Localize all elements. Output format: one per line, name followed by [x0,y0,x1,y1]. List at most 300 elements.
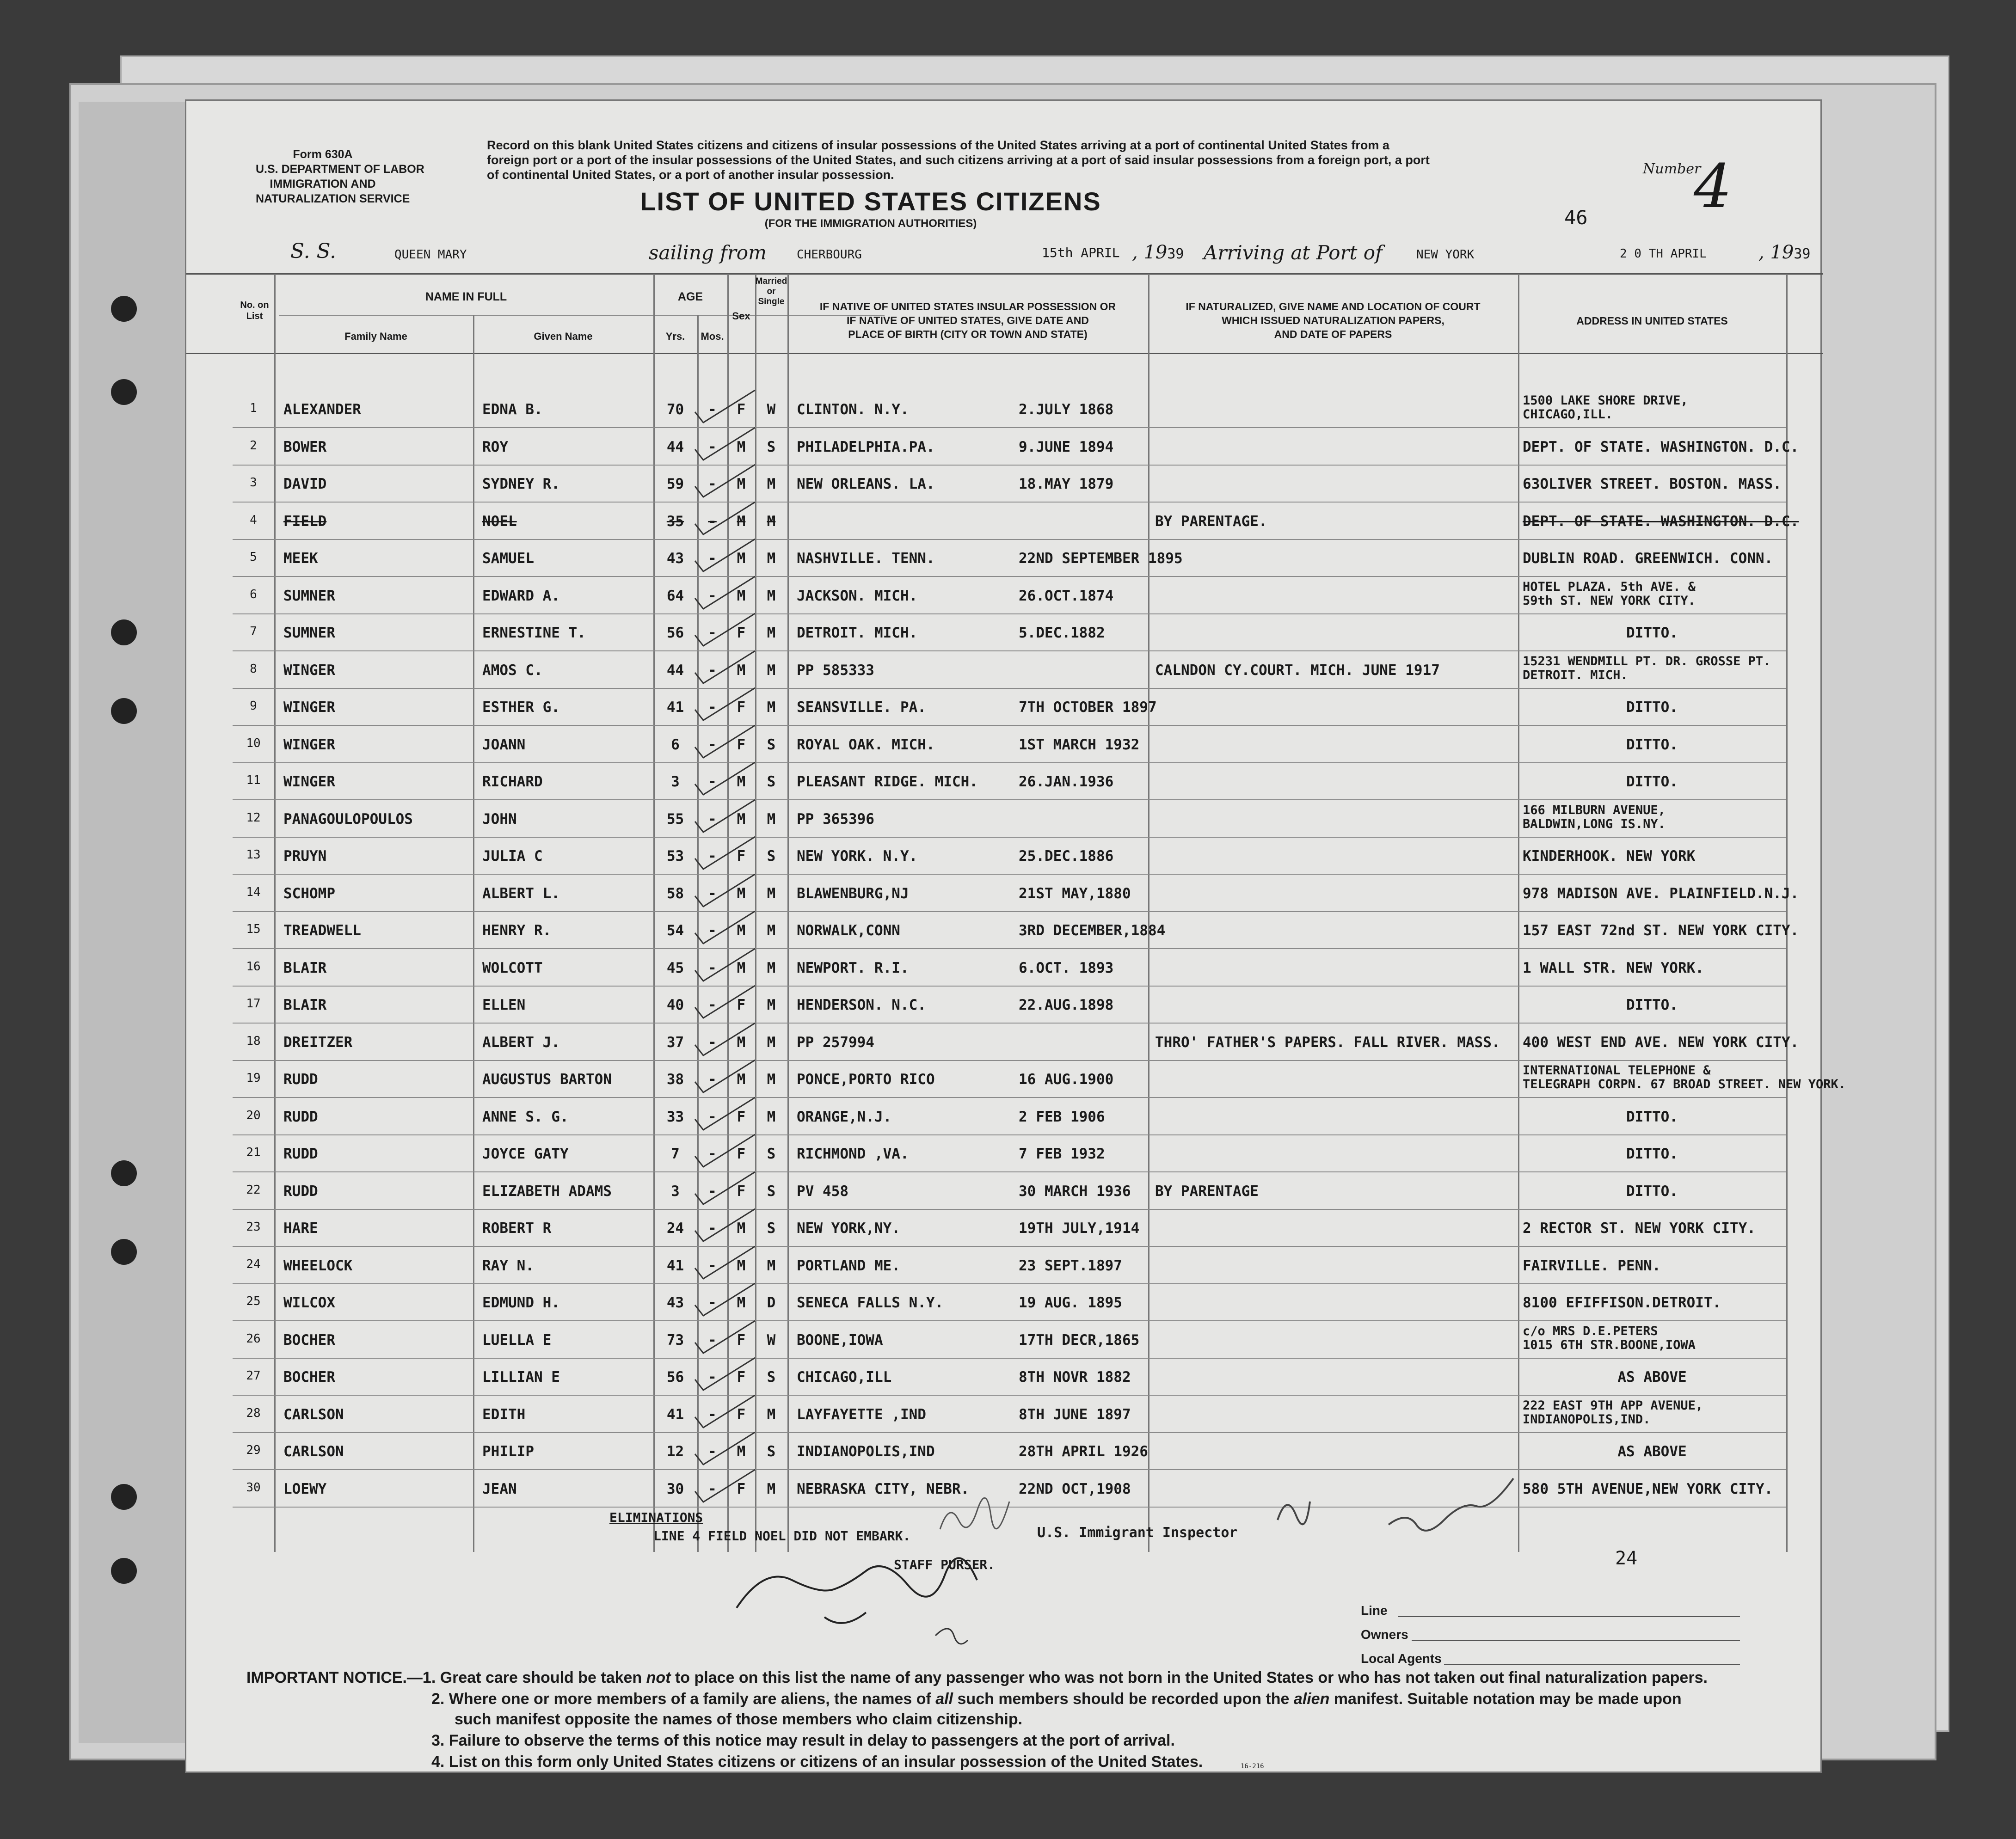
inspector-label: U.S. Immigrant Inspector [1037,1525,1238,1541]
col-header-mos: Mos. [701,331,724,342]
arrival-year: 39 [1794,246,1811,262]
cell-place: SENECA FALLS N.Y. [797,1294,944,1311]
cell-yrs: 24 [666,1220,684,1237]
cell-place: NEW YORK. N.Y. [797,848,918,864]
cell-given: RAY N. [482,1257,534,1274]
cell-sex: M [737,513,746,530]
cell-date: 16 AUG.1900 [1019,1071,1114,1088]
cell-given: JEAN [482,1480,517,1497]
cell-ms: M [767,625,776,641]
cell-sex: M [737,1294,746,1311]
cell-sex: M [737,587,746,604]
cell-place: LAYFAYETTE ,IND [797,1406,926,1423]
cell-sex: M [737,810,746,828]
cell-no: 22 [246,1183,261,1197]
cell-place: BOONE,IOWA [797,1331,883,1349]
address-line-2: 1015 6TH STR.BOONE,IOWA [1523,1337,1696,1352]
cell-yrs: 41 [666,699,684,716]
cell-family: DREITZER [283,1034,353,1051]
cell-mos: - [708,699,717,716]
binder-hole [111,296,137,322]
cell-family: BLAIR [283,959,327,976]
address-line-1: 157 EAST 72nd ST. NEW YORK CITY. [1523,922,1799,939]
binder-hole [111,698,137,724]
cell-mos: - [708,773,717,790]
cell-given: ELIZABETH ADAMS [482,1183,612,1200]
cell-yrs: 37 [666,1034,684,1051]
cell-sex: F [737,1331,746,1349]
cell-mos: - [708,438,717,455]
cell-family: CARLSON [283,1406,344,1423]
cell-place: NORWALK,CONN [797,922,900,939]
cell-nat: BY PARENTAGE [1155,1183,1259,1200]
cell-place: SEANSVILLE. PA. [797,699,926,716]
cell-given: EDITH [482,1406,526,1423]
address-line-1: 2 RECTOR ST. NEW YORK CITY. [1523,1220,1756,1237]
cell-no: 19 [246,1071,261,1085]
cell-given: ALBERT J. [482,1034,560,1051]
cell-no: 30 [246,1480,261,1495]
cell-ms: D [767,1294,776,1311]
address-line-1: DITTO. [1626,1183,1678,1200]
cell-family: MEEK [283,550,318,567]
cell-given: LILLIAN E [482,1369,560,1385]
cell-ms: S [767,1443,776,1460]
address-line-2: DETROIT. MICH. [1523,668,1628,682]
cell-family: RUDD [283,1183,318,1200]
ss-label: S. S. [290,239,337,263]
address-line-1: c/o MRS D.E.PETERS [1523,1324,1658,1338]
col-header-given: Given Name [534,331,593,342]
cell-sex: F [737,1146,746,1162]
cell-no: 8 [250,662,257,676]
cell-given: ELLEN [482,997,526,1013]
col-header-married: Married or Single [755,276,787,306]
cell-date: 23 SEPT.1897 [1019,1257,1122,1274]
signature-marks [186,101,1846,1774]
cell-mos: - [708,736,717,753]
cell-no: 3 [250,476,257,490]
cell-mos: - [708,513,717,530]
cell-family: WINGER [283,662,335,679]
cell-yrs: 70 [666,401,684,418]
cell-family: FIELD [283,513,327,530]
cell-date: 19TH JULY,1914 [1019,1220,1140,1237]
col-header-address: ADDRESS IN UNITED STATES [1576,315,1728,327]
cell-sex: M [737,959,746,976]
cell-yrs: 41 [666,1257,684,1274]
binder-hole [111,379,137,405]
cell-yrs: 7 [671,1146,680,1162]
cell-family: WILCOX [283,1294,335,1311]
number-value: 4 [1694,151,1732,221]
cell-no: 5 [250,550,257,564]
cell-given: EDMUND H. [482,1294,560,1311]
entry-count: 24 [1615,1548,1638,1569]
cell-mos: - [708,1294,717,1311]
cell-ms: M [767,550,776,567]
cell-family: WINGER [283,773,335,790]
cell-sex: M [737,550,746,567]
address-line-1: 15231 WENDMILL PT. DR. GROSSE PT. [1523,654,1771,668]
address-line-1: AS ABOVE [1617,1443,1687,1460]
owners-underline [1412,1640,1740,1641]
cell-mos: - [708,1480,717,1497]
form-number: Form 630A [293,148,353,161]
cell-family: RUDD [283,1071,318,1088]
cell-given: ERNESTINE T. [482,625,586,641]
cell-yrs: 45 [666,959,684,976]
cell-place: NEW ORLEANS. LA. [797,476,935,492]
cell-no: 4 [250,513,257,527]
cell-ms: S [767,736,776,753]
cell-place: ORANGE,N.J. [797,1108,892,1125]
cell-no: 15 [246,922,261,936]
notice-line-1: IMPORTANT NOTICE.—1. Great care should be taken not to place on this list the name of any passenger who was not born in the United States or who has not taken out final naturalization papers. [246,1669,1708,1686]
cell-place: PP 585333 [797,662,874,679]
col-header-family: Family Name [344,331,407,342]
cell-place: PLEASANT RIDGE. MICH. [797,773,978,790]
cell-date: 28TH APRIL 1926 [1019,1443,1148,1460]
cell-mos: - [708,997,717,1013]
cell-sex: F [737,848,746,864]
cell-date: 18.MAY 1879 [1019,476,1114,492]
cell-yrs: 38 [666,1071,684,1088]
cell-place: PORTLAND ME. [797,1257,900,1274]
cell-yrs: 54 [666,922,684,939]
arriving-label: Arriving at Port of [1204,241,1383,264]
cell-yrs: 58 [666,885,684,902]
cell-sex: M [737,1257,746,1274]
cell-nat: BY PARENTAGE. [1155,513,1267,530]
address-line-1: 1 WALL STR. NEW YORK. [1523,959,1704,976]
cell-date: 3RD DECEMBER,1884 [1019,922,1166,939]
cell-yrs: 3 [671,1183,680,1200]
address-line-1: DITTO. [1626,1108,1678,1125]
cell-family: PRUYN [283,848,327,864]
cell-place: BLAWENBURG,NJ [797,885,909,902]
cell-date: 25.DEC.1886 [1019,848,1114,864]
cell-mos: - [708,587,717,604]
agents-underline [1444,1664,1740,1665]
binder-hole [111,1160,137,1186]
cell-yrs: 64 [666,587,684,604]
cell-mos: - [708,401,717,418]
cell-place: NASHVILLE. TENN. [797,550,935,567]
notice-line-2: 2. Where one or more members of a family are aliens, the names of all such members should be recorded upon the alien manifest. Suitable notation may be made upon [431,1690,1682,1708]
cell-no: 26 [246,1331,261,1346]
notice-title: IMPORTANT NOTICE. [246,1669,407,1686]
cell-yrs: 73 [666,1331,684,1349]
cell-date: 2 FEB 1906 [1019,1108,1105,1125]
cell-given: AUGUSTUS BARTON [482,1071,612,1088]
cell-mos: - [708,1406,717,1423]
cell-ms: M [767,1406,776,1423]
instructions-line-1: Record on this blank United States citizens and citizens of insular possessions of the United States arriving at a port of continental United States from a [487,138,1389,152]
cell-family: RUDD [283,1108,318,1125]
cell-family: RUDD [283,1146,318,1162]
cell-place: NEBRASKA CITY, NEBR. [797,1480,970,1497]
cell-mos: - [708,1071,717,1088]
arrival-port: NEW YORK [1416,248,1475,262]
cell-sex: F [737,625,746,641]
cell-ms: M [767,1071,776,1088]
cell-sex: F [737,736,746,753]
cell-mos: - [708,1443,717,1460]
cell-place: CHICAGO,ILL [797,1369,892,1385]
cell-no: 23 [246,1220,261,1234]
cell-no: 13 [246,848,261,862]
line-label: Line [1361,1603,1388,1618]
cell-family: SUMNER [283,587,335,604]
cell-ms: W [767,1331,776,1349]
cell-yrs: 41 [666,1406,684,1423]
address-line-1: 580 5TH AVENUE,NEW YORK CITY. [1523,1480,1773,1497]
cell-sex: F [737,1108,746,1125]
cell-date: 22ND SEPTEMBER 1895 [1019,550,1183,567]
service-line-2: NATURALIZATION SERVICE [256,192,410,205]
cell-date: 22ND OCT,1908 [1019,1480,1131,1497]
address-line-2: BALDWIN,LONG IS.NY. [1523,816,1666,831]
address-line-1: DITTO. [1626,773,1678,790]
col-header-nat-line-2: WHICH ISSUED NATURALIZATION PAPERS, [1222,314,1444,326]
address-line-2: CHICAGO,ILL. [1523,407,1613,422]
cell-yrs: 56 [666,1369,684,1385]
cell-sex: M [737,922,746,939]
department: U.S. DEPARTMENT OF LABOR [256,163,424,176]
cell-place: RICHMOND ,VA. [797,1146,909,1162]
cell-ms: M [767,587,776,604]
cell-date: 8TH JUNE 1897 [1019,1406,1131,1423]
address-line-1: DEPT. OF STATE. WASHINGTON. D.C. [1523,513,1799,530]
arrival-year-prefix: 19 [1770,242,1794,263]
cell-place: PHILADELPHIA.PA. [797,438,935,455]
form-code: 16-216 [1241,1763,1264,1770]
cell-family: BOCHER [283,1331,335,1349]
cell-given: ALBERT L. [482,885,560,902]
cell-ms: M [767,662,776,679]
cell-mos: - [708,959,717,976]
address-line-1: 63OLIVER STREET. BOSTON. MASS. [1523,476,1782,492]
cell-given: EDNA B. [482,401,543,418]
cell-no: 6 [250,587,257,601]
cell-nat: CALNDON CY.COURT. MICH. JUNE 1917 [1155,662,1440,679]
cell-place: JACKSON. MICH. [797,587,918,604]
cell-ms: S [767,1183,776,1200]
cell-no: 14 [246,885,261,899]
cell-no: 11 [246,773,261,787]
cell-place: ROYAL OAK. MICH. [797,736,935,753]
col-header-birth-line-3: PLACE OF BIRTH (CITY OR TOWN AND STATE) [848,328,1088,340]
cell-family: WINGER [283,736,335,753]
cell-given: ROY [482,438,508,455]
address-line-2: 59th ST. NEW YORK CITY. [1523,593,1696,608]
cell-mos: - [708,1331,717,1349]
cell-date: 8TH NOVR 1882 [1019,1369,1131,1385]
service-line-1: IMMIGRATION AND [270,178,376,190]
col-header-nat-line-3: AND DATE OF PAPERS [1274,328,1392,340]
cell-given: JOHN [482,810,517,828]
cell-family: CARLSON [283,1443,344,1460]
cell-family: BOCHER [283,1369,335,1385]
col-header-birth-line-1: IF NATIVE OF UNITED STATES INSULAR POSSESSION OR [819,300,1116,313]
cell-sex: F [737,997,746,1013]
eliminations-label: ELIMINATIONS [609,1510,703,1525]
address-line-1: INTERNATIONAL TELEPHONE & [1523,1063,1711,1078]
page-title: LIST OF UNITED STATES CITIZENS [640,187,1101,216]
cell-date: 17TH DECR,1865 [1019,1331,1140,1349]
cell-yrs: 44 [666,438,684,455]
cell-given: PHILIP [482,1443,534,1460]
sailing-label: sailing from [649,241,767,264]
col-header-name: NAME IN FULL [425,290,507,303]
cell-given: ESTHER G. [482,699,560,716]
cell-mos: - [708,1257,717,1274]
cell-ms: S [767,1220,776,1237]
cell-no: 25 [246,1294,261,1308]
cell-no: 28 [246,1406,261,1420]
cell-ms: M [767,959,776,976]
cell-date: 22.AUG.1898 [1019,997,1114,1013]
cell-no: 24 [246,1257,261,1271]
page-number: 46 [1564,206,1588,229]
cell-given: JULIA C [482,848,543,864]
departure-year-prefix: 19 [1143,242,1168,263]
address-line-1: DITTO. [1626,1146,1678,1162]
cell-date: 7TH OCTOBER 1897 [1019,699,1157,716]
cell-no: 16 [246,959,261,974]
cell-mos: - [708,1220,717,1237]
cell-date: 21ST MAY,1880 [1019,885,1131,902]
address-line-1: AS ABOVE [1617,1369,1687,1385]
notice-line-3: 3. Failure to observe the terms of this notice may result in delay to passengers at the port of arrival. [431,1732,1175,1749]
address-line-2: INDIANOPOLIS,IND. [1523,1412,1651,1427]
address-line-1: KINDERHOOK. NEW YORK [1523,848,1696,864]
cell-family: BOWER [283,438,327,455]
cell-sex: M [737,1220,746,1237]
cell-date: 1ST MARCH 1932 [1019,736,1140,753]
cell-sex: M [737,1034,746,1051]
cell-mos: - [708,1146,717,1162]
address-line-1: DEPT. OF STATE. WASHINGTON. D.C. [1523,438,1799,455]
cell-ms: M [767,810,776,828]
cell-yrs: 43 [666,550,684,567]
cell-place: HENDERSON. N.C. [797,997,926,1013]
cell-mos: - [708,476,717,492]
address-line-1: 1500 LAKE SHORE DRIVE, [1523,393,1688,408]
cell-given: EDWARD A. [482,587,560,604]
cell-nat: THRO' FATHER'S PAPERS. FALL RIVER. MASS. [1155,1034,1500,1051]
cell-sex: M [737,773,746,790]
cell-sex: F [737,699,746,716]
address-line-1: DITTO. [1626,699,1678,716]
cell-ms: S [767,848,776,864]
departure-year: 39 [1167,246,1184,262]
arrival-date: 2 0 TH APRIL [1620,247,1707,261]
address-line-1: 8100 EFIFFISON.DETROIT. [1523,1294,1721,1311]
cell-place: CLINTON. N.Y. [797,401,909,418]
cell-sex: M [737,1443,746,1460]
cell-date: 9.JUNE 1894 [1019,438,1114,455]
cell-given: LUELLA E [482,1331,552,1349]
cell-family: BLAIR [283,997,327,1013]
owners-label: Owners [1361,1627,1408,1642]
cell-mos: - [708,1369,717,1385]
cell-given: HENRY R. [482,922,552,939]
col-header-nat-line-1: IF NATURALIZED, GIVE NAME AND LOCATION OF COURT [1186,300,1481,313]
cell-no: 7 [250,625,257,638]
manifest-page: Form 630A U.S. DEPARTMENT OF LABOR IMMIGRATION AND NATURALIZATION SERVICE Record on this blank United States citizens and citizens of insular possessions of the United States arriving at a port of continental United States from a foreign port or a port of the insular possessions of the United States, and such citizens arriving at a port of said insular possessions from a foreign port, a port of continental United States, or a port of another insular possession. Number 4 46 LIST OF UNITED STATES CITIZENS (FOR THE IMMIGRATION AUTHORITIES) S. S. QUEEN MARY sailing from CHERBOURG 15th APRIL , 1939 Arriving at Port of NEW YORK 2 0 TH APRIL , 1939 No. on List NAME IN FULL Family Name Given Name AGE Yrs. Mos. Sex Married or Single IF NATIVE OF UNITED STATES INSULAR POSSESSION OR IF NATIVE OF UNITED STATES, GIVE DATE AND PLACE OF BIRTH (CITY OR TOWN AND STATE) IF NATURALIZED, GIVE NAME AND LOCATION OF COURT WHICH ISSUED NATURALIZATION PAPERS, AND DATE OF PAPERS ADDRESS IN UNITED STATES 1 ALEXANDER EDNA B. 70 - F W CLINTON. N.Y. 2.JULY 1868 1500 LAKE SHORE DRIVE, CHICAGO,ILL. 2 BOWER ROY 44 - M S PHILADELPHIA.PA. 9.JUNE 1894 DEPT. OF STATE. WASHINGTON. D.C. 3 DAVID SYDNEY R. 59 - M M NEW ORLEANS. LA. 18.MAY 1879 63OLIVER STREET. BOSTON. MASS. 4 FIELD NOEL 35 - M M BY PARENTAGE. DEPT. OF STATE. WASHINGTON. D.C. 5 MEEK SAMUEL 43 - M M NASHVILLE. TENN. 22ND SEPTEMBER 1895 DUBLIN ROAD. GREENWICH. CONN. 6 SUMNER EDWARD A. 64 - M M JACKSON. MICH. 26.OCT.1874 HOTEL PLAZA. 5th AVE. & 59th ST. NEW YORK CITY. 7 SUMNER ERNESTINE T. 56 - F M DETROIT. MICH. 5.DEC.1882 DITTO. 8 WINGER AMOS C. 44 - M M PP 585333 CALNDON CY.COURT. MICH. JUNE 1917 15231 WENDMILL PT. DR. GROSSE PT. DETROIT. MICH. 9 WINGER ESTHER G. 41 - F M SEANSVILLE. PA. 7TH OCTOBER 1897 DITTO. 10 WINGER JOANN 6 - F S ROYAL OAK. MICH. 1ST MARCH 1932 DITTO. 11 WINGER RICHARD 3 - M S PLEASANT RIDGE. MICH. 26.JAN.1936 DITTO. 12 PANAGOULOPOULOS JOHN 55 - M M PP 365396 166 MILBURN AVENUE, BALDWIN,LONG IS.NY. 13 PRUYN JULIA C 53 - F S NEW YORK. N.Y. 25.DEC.1886 KINDERHOOK. NEW YORK 14 SCHOMP ALBERT L. 58 - M M BLAWENBURG,NJ 21ST MAY,1880 978 MADISON AVE. PLAINFIELD.N.J. 15 TREADWELL HENRY R. 54 - M M NORWALK,CONN 3RD DECEMBER,1884 157 EAST 72nd ST. NEW YORK CITY. 16 BLAIR WOLCOTT 45 - M M NEWPORT. R.I. 6.OCT. 1893 1 WALL STR. NEW YORK. 17 BLAIR ELLEN 40 - F M HENDERSON. N.C. 22.AUG.1898 DITTO. 18 DREITZER ALBERT J. 37 - M M PP 257994 THRO' FATHER'S PAPERS. FALL RIVER. MASS. 400 WEST END AVE. NEW YORK CITY. 19 RUDD AUGUSTUS BARTON 38 - M M PONCE,PORTO RICO 16 AUG.1900 INTERNATIONAL TELEPHONE & TELEGRAPH CORPN. 67 BROAD STREET. NEW YORK. 20 RUDD ANNE S. G. 33 - F M ORANGE,N.J. 2 FEB 1906 DITTO. 21 RUDD JOYCE GATY 7 - F S RICHMOND ,VA. 7 FEB 1932 DITTO. 22 RUDD ELIZABETH ADAMS 3 - F S PV 458 30 MARCH 1936 BY PARENTAGE DITTO. 23 HARE ROBERT R 24 - M S NEW YORK,NY. 19TH JULY,1914 2 RECTOR ST. NEW YORK CITY. 24 WHEELOCK RAY N. 41 - M M PORTLAND ME. 23 SEPT.1897 FAIRVILLE. PENN. 25 WILCOX EDMUND H. 43 - M D SENECA FALLS N.Y. 19 AUG. 1895 8100 EFIFFISON.DETROIT. 26 BOCHER LUELLA E 73 - F W BOONE,IOWA 17TH DECR,1865 c/o MRS D.E.PETERS 1015 6TH STR.BOONE,IOWA 27 BOCHER LILLIAN E 56 - F S CHICAGO,ILL 8TH NOVR 1882 AS ABOVE 28 CARLSON EDITH 41 - F M LAYFAYETTE ,IND 8TH JUNE 1897 222 EAST 9TH APP AVENUE, INDIANOPOLIS,IND. 29 CARLSON PHILIP 12 - M S INDIANOPOLIS,IND 28TH APRIL 1926 AS ABOVE 30 LOEWY JEAN 30 - F M NEBRASKA CITY, NEBR. 22ND OCT,1908 580 5TH AVENUE,NEW YORK CITY. ELIMINATIONS LINE 4 FIELD NOEL DID NOT EMBARK. U.S. Immigrant Inspector STAFF PURSER. 24 Line Owners Local Agents IMPORTANT NOTICE.—1. Great care should be taken not to place on this list the name of any passenger who was not born in the United States or who has not taken out final naturalization papers. 2. Where one or more members of a family are aliens, the names of all such members should be recorded upon the alien manifest. Suitable notation may be made upon such manifest opposite the names of those members who claim citizenship. 3. Failure to observe the terms of this notice may result in delay to passengers at the port of arrival. 4. List on this form only United States citizens or citizens of an insular possession of the United States. 16-216 [185,99,1822,1773]
cell-date: 30 MARCH 1936 [1019,1183,1131,1200]
cell-given: JOANN [482,736,526,753]
page-subtitle: (FOR THE IMMIGRATION AUTHORITIES) [764,217,977,230]
cell-ms: M [767,997,776,1013]
cell-family: ALEXANDER [283,401,361,418]
cell-ms: S [767,773,776,790]
cell-family: SUMNER [283,625,335,641]
cell-mos: - [708,1183,717,1200]
col-header-yrs: Yrs. [665,331,685,342]
instructions-line-2: foreign port or a port of the insular possessions of the United States, and such citizens arriving at a port of said insular possessions from a foreign port, a port [487,153,1430,167]
cell-yrs: 40 [666,997,684,1013]
cell-family: WHEELOCK [283,1257,353,1274]
cell-no: 9 [250,699,257,713]
cell-date: 26.JAN.1936 [1019,773,1114,790]
cell-place: PONCE,PORTO RICO [797,1071,935,1088]
cell-place: PP 365396 [797,810,874,828]
line-underline [1398,1616,1740,1617]
cell-ms: M [767,1034,776,1051]
instructions-line-3: of continental United States, or a port of another insular possession. [487,168,894,182]
cell-no: 10 [246,736,261,750]
col-header-age: AGE [677,290,703,303]
cell-yrs: 43 [666,1294,684,1311]
cell-family: TREADWELL [283,922,361,939]
cell-family: DAVID [283,476,327,492]
cell-sex: F [737,401,746,418]
col-header-birth-line-2: IF NATIVE OF UNITED STATES, GIVE DATE AND [847,314,1089,326]
cell-mos: - [708,1034,717,1051]
address-line-1: 400 WEST END AVE. NEW YORK CITY. [1523,1034,1799,1051]
address-line-1: DITTO. [1626,997,1678,1013]
col-header-no: No. on List [240,300,269,321]
cell-mos: - [708,848,717,864]
staff-purser-label: STAFF PURSER. [894,1557,996,1572]
cell-date: 26.OCT.1874 [1019,587,1114,604]
cell-given: ROBERT R [482,1220,552,1237]
cell-yrs: 53 [666,848,684,864]
address-line-1: FAIRVILLE. PENN. [1523,1257,1661,1274]
cell-sex: M [737,476,746,492]
cell-no: 27 [246,1369,261,1383]
cell-family: PANAGOULOPOULOS [283,810,413,828]
local-agents-label: Local Agents [1361,1651,1442,1666]
departure-port: CHERBOURG [797,248,862,262]
cell-no: 20 [246,1108,261,1122]
address-line-1: DITTO. [1626,625,1678,641]
cell-given: NOEL [482,513,517,530]
cell-family: LOEWY [283,1480,327,1497]
cell-mos: - [708,550,717,567]
notice-line-2b: such manifest opposite the names of those members who claim citizenship. [455,1710,1023,1728]
cell-yrs: 56 [666,625,684,641]
cell-no: 12 [246,810,261,825]
binder-hole [111,1558,137,1584]
cell-yrs: 6 [671,736,680,753]
cell-ms: M [767,922,776,939]
cell-given: SYDNEY R. [482,476,560,492]
address-line-1: HOTEL PLAZA. 5th AVE. & [1523,579,1696,594]
